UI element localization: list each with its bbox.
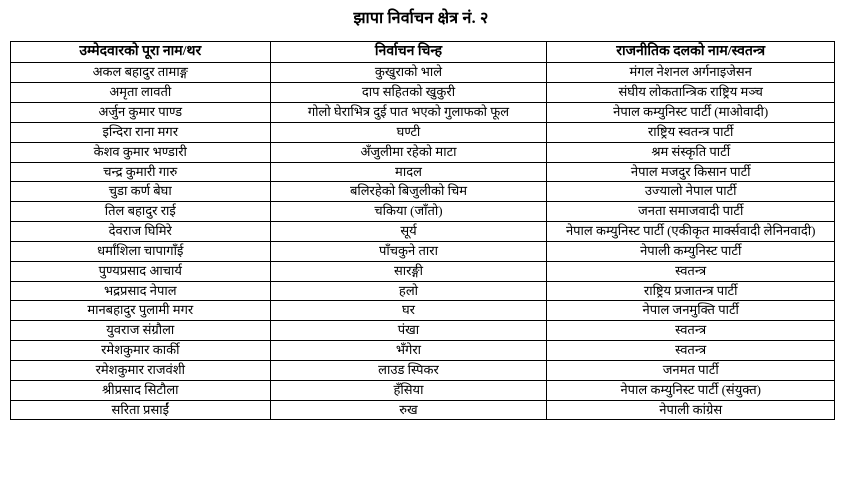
party-cell: नेपाल कम्युनिस्ट पार्टी (एकीकृत मार्क्सवादी लेनिनवादी) [547,222,835,242]
party-cell: स्वतन्त्र [547,341,835,361]
table-row [11,321,835,341]
party-cell: उज्यालो नेपाल पार्टी [547,182,835,202]
symbol-cell: पंखा [270,321,547,341]
table-row [11,182,835,202]
party-cell: राष्ट्रिय प्रजातन्त्र पार्टी [547,281,835,301]
symbol-cell: दाप सहितको खुकुरी [270,83,547,103]
symbol-cell: पाँचकुने तारा [270,241,547,261]
symbol-cell: कुखुराको भाले [270,63,547,83]
candidate-name-cell: चुडा कर्ण बेघा [11,182,271,202]
party-cell: स्वतन्त्र [547,261,835,281]
party-cell: नेपाल मजदुर किसान पार्टी [547,162,835,182]
candidate-name-cell: अकल बहादुर तामाङ्ग [11,63,271,83]
party-cell: नेपाल कम्युनिस्ट पार्टी (संयुक्त) [547,380,835,400]
candidate-name-cell: भद्रप्रसाद नेपाल [11,281,271,301]
header-election-symbol: निर्वाचन चिन्ह [270,42,547,63]
table-row [11,341,835,361]
symbol-cell: हँसिया [270,380,547,400]
table-row [11,380,835,400]
candidate-name-cell: धर्मांशिला चापागाँई [11,241,271,261]
symbol-cell: गोलो घेराभित्र दुई पात भएको गुलाफको फूल [270,102,547,122]
candidate-name-cell: पुण्यप्रसाद आचार्य [11,261,271,281]
candidates-table [10,41,835,420]
candidate-name-cell: इन्दिरा राना मगर [11,122,271,142]
table-row [11,63,835,83]
candidate-name-cell: चन्द्र कुमारी गारु [11,162,271,182]
table-row [11,281,835,301]
table-row [11,400,835,420]
party-cell: नेपाली कांग्रेस [547,400,835,420]
symbol-cell: घण्टी [270,122,547,142]
party-cell: जनमत पार्टी [547,360,835,380]
table-row [11,360,835,380]
header-party-name: राजनीतिक दलको नाम/स्वतन्त्र [547,42,835,63]
party-cell: नेपाल जनमुक्ति पार्टी [547,301,835,321]
candidate-name-cell: देवराज घिमिरे [11,222,271,242]
candidate-name-cell: अर्जुन कुमार पाण्ड [11,102,271,122]
party-cell: संघीय लोकतान्त्रिक राष्ट्रिय मञ्च [547,83,835,103]
symbol-cell: घर [270,301,547,321]
candidate-name-cell: रमेशकुमार राजवंशी [11,360,271,380]
party-cell: जनता समाजवादी पार्टी [547,202,835,222]
symbol-cell: सारङ्गी [270,261,547,281]
symbol-cell: अँजुलीमा रहेको माटा [270,142,547,162]
symbol-cell: हलो [270,281,547,301]
table-row [11,102,835,122]
symbol-cell: लाउड स्पिकर [270,360,547,380]
candidate-name-cell: अमृता लावती [11,83,271,103]
candidate-name-cell: केशव कुमार भण्डारी [11,142,271,162]
party-cell: राष्ट्रिय स्वतन्त्र पार्टी [547,122,835,142]
symbol-cell: मादल [270,162,547,182]
table-row [11,122,835,142]
table-row [11,241,835,261]
table-row [11,301,835,321]
table-row [11,162,835,182]
candidate-name-cell: मानबहादुर पुलामी मगर [11,301,271,321]
header-candidate-name: उम्मेदवारको पूरा नाम/थर [11,42,271,63]
candidate-name-cell: सरिता प्रसाईं [11,400,271,420]
party-cell: मंगल नेशनल अर्गनाइजेसन [547,63,835,83]
table-row [11,142,835,162]
table-row [11,202,835,222]
symbol-cell: चकिया (जाँतो) [270,202,547,222]
table-header-row [11,42,835,63]
table-row [11,83,835,103]
party-cell: स्वतन्त्र [547,321,835,341]
party-cell: नेपाली कम्युनिस्ट पार्टी [547,241,835,261]
symbol-cell: सूर्य [270,222,547,242]
party-cell: श्रम संस्कृति पार्टी [547,142,835,162]
table-row [11,261,835,281]
symbol-cell: भँगेरा [270,341,547,361]
party-cell: नेपाल कम्युनिस्ट पार्टी (माओवादी) [547,102,835,122]
candidate-name-cell: रमेशकुमार कार्की [11,341,271,361]
symbol-cell: बलिरहेको बिजुलीको चिम [270,182,547,202]
candidate-name-cell: श्रीप्रसाद सिटौला [11,380,271,400]
candidate-name-cell: तिल बहादुर राई [11,202,271,222]
table-row [11,222,835,242]
symbol-cell: रुख [270,400,547,420]
page-title: झापा निर्वाचन क्षेत्र नं. २ [353,10,489,27]
candidate-name-cell: युवराज संग्रौला [11,321,271,341]
